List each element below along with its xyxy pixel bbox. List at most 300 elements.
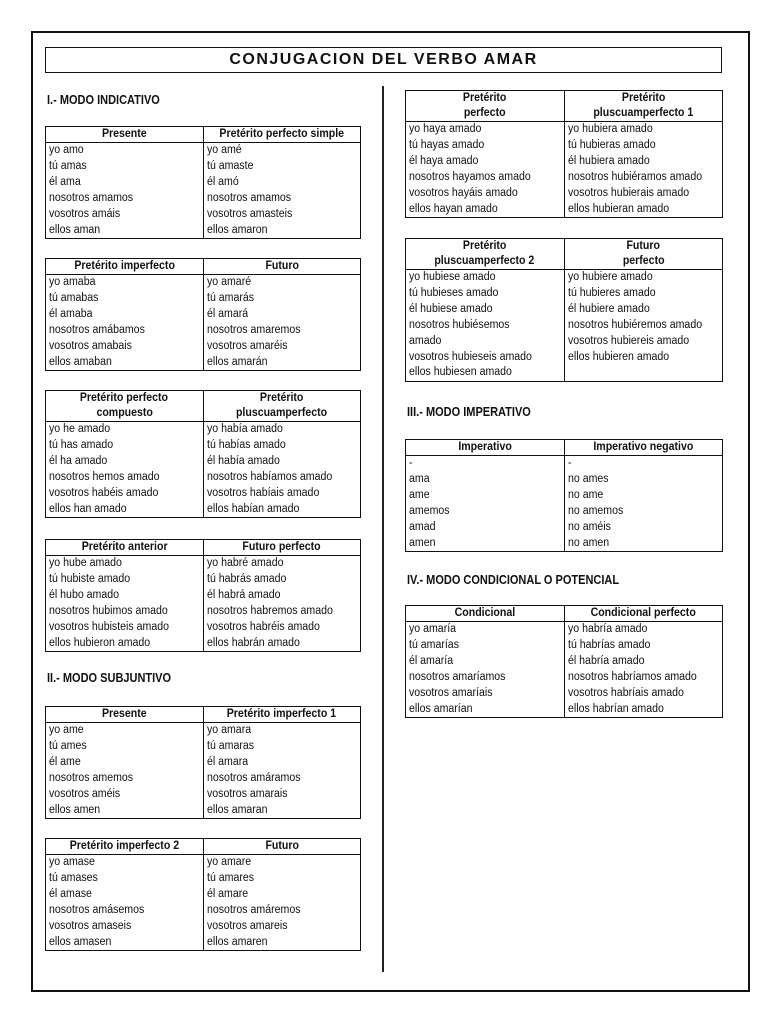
table-cell bbox=[203, 771, 361, 787]
cell-text: yo amare bbox=[206, 856, 251, 868]
cell-text: él amase bbox=[49, 887, 92, 900]
table-row bbox=[406, 122, 723, 138]
table-cell bbox=[406, 670, 565, 686]
table-cell bbox=[564, 520, 723, 536]
cell-text: amen bbox=[409, 536, 436, 549]
table-cell bbox=[203, 620, 361, 636]
cell-text: nosotros habíamos amado bbox=[206, 470, 332, 483]
table-cell bbox=[406, 202, 565, 218]
cell-text: ellos amaron bbox=[206, 223, 268, 236]
table-cell bbox=[564, 365, 723, 381]
table-header-row bbox=[46, 540, 361, 556]
column-header bbox=[46, 259, 204, 275]
cell-text: nosotros amábamos bbox=[49, 323, 145, 336]
column-header bbox=[46, 839, 204, 855]
column-divider bbox=[382, 86, 384, 972]
cell-text: nosotros hubimos amado bbox=[49, 604, 168, 617]
table-row bbox=[46, 486, 361, 502]
table-cell bbox=[203, 454, 361, 470]
cell-text: vosotros amarais bbox=[206, 787, 288, 800]
cell-text: él amó bbox=[206, 175, 239, 188]
cell-text: él ha amado bbox=[49, 454, 108, 467]
column-header-line: Futuro bbox=[626, 240, 660, 252]
table-cell bbox=[406, 536, 565, 552]
cell-text: no ame bbox=[567, 488, 603, 501]
table-header-row bbox=[406, 440, 723, 456]
cell-text: vosotros hubieseis amado bbox=[409, 350, 532, 363]
cell-text: yo amé bbox=[206, 144, 242, 156]
cell-text: amemos bbox=[409, 504, 450, 517]
section-heading-imperativo: III.- MODO IMPERATIVO bbox=[407, 405, 531, 419]
column-header bbox=[564, 91, 723, 122]
cell-text: vosotros habréis amado bbox=[206, 620, 320, 633]
table-cell bbox=[46, 191, 204, 207]
table-cell bbox=[46, 355, 204, 371]
cell-text: yo hube amado bbox=[49, 557, 122, 569]
cell-text: ellos amaran bbox=[206, 803, 268, 816]
column-header bbox=[406, 91, 565, 122]
column-header bbox=[203, 127, 361, 143]
table-row bbox=[406, 170, 723, 186]
table-cell bbox=[203, 223, 361, 239]
cell-text: nosotros amásemos bbox=[49, 903, 145, 916]
cell-text: nosotros habremos amado bbox=[206, 604, 333, 617]
table-cell bbox=[406, 686, 565, 702]
table-cell bbox=[406, 350, 565, 366]
table-cell bbox=[203, 919, 361, 935]
table-row bbox=[46, 803, 361, 819]
cell-text: yo amara bbox=[206, 724, 251, 736]
cell-text: él habrá amado bbox=[206, 588, 281, 601]
cell-text: vosotros amasteis bbox=[206, 207, 292, 220]
table-row bbox=[46, 323, 361, 339]
table-row bbox=[46, 339, 361, 355]
column-header-line: Pretérito perfecto bbox=[80, 392, 169, 404]
cell-text: vosotros habíais amado bbox=[206, 486, 319, 499]
cell-text: tú amarías bbox=[409, 638, 459, 651]
table-cell bbox=[564, 702, 723, 718]
table-cell bbox=[46, 604, 204, 620]
cell-text: tú habías amado bbox=[206, 438, 286, 451]
cell-text: yo amo bbox=[49, 144, 84, 156]
column-header bbox=[46, 127, 204, 143]
table-row bbox=[46, 935, 361, 951]
cell-text: vosotros hubiereis amado bbox=[567, 334, 689, 347]
table-cell bbox=[564, 170, 723, 186]
cell-text: ellos han amado bbox=[49, 502, 127, 515]
cell-text: vosotros habéis amado bbox=[49, 486, 159, 499]
table-cell bbox=[564, 638, 723, 654]
table-cell bbox=[46, 935, 204, 951]
table-row bbox=[406, 350, 723, 366]
cell-text: él amara bbox=[206, 755, 248, 768]
table-cell bbox=[203, 470, 361, 486]
table-row bbox=[406, 654, 723, 670]
cell-text: vosotros habríais amado bbox=[567, 686, 684, 699]
table-condicional bbox=[405, 605, 723, 718]
table-indicativo-imperfecto bbox=[45, 258, 361, 371]
table-row bbox=[46, 723, 361, 739]
table-row bbox=[406, 456, 723, 472]
cell-text: tú hubieses amado bbox=[409, 286, 499, 299]
cell-text: ellos hubieran amado bbox=[567, 202, 669, 215]
cell-text: nosotros amemos bbox=[49, 771, 134, 784]
table-cell bbox=[203, 191, 361, 207]
table-cell bbox=[406, 456, 565, 472]
table-cell bbox=[46, 223, 204, 239]
column-header-label: Pretérito perfecto simple bbox=[219, 128, 345, 140]
column-header bbox=[564, 239, 723, 270]
cell-text: él hubo amado bbox=[49, 588, 120, 601]
cell-text: vosotros hubisteis amado bbox=[49, 620, 169, 633]
table-row bbox=[406, 334, 723, 350]
cell-text: ama bbox=[409, 472, 430, 485]
table-row bbox=[46, 223, 361, 239]
table-row bbox=[406, 670, 723, 686]
cell-text: ellos aman bbox=[49, 223, 101, 236]
table-subjuntivo-pluscuamperfecto bbox=[405, 238, 723, 382]
cell-text: ellos hubieron amado bbox=[49, 636, 151, 649]
cell-text: yo haya amado bbox=[409, 123, 482, 135]
table-row bbox=[46, 620, 361, 636]
cell-text: él hubiera amado bbox=[567, 154, 650, 167]
table-cell bbox=[564, 286, 723, 302]
cell-text: tú hubieres amado bbox=[567, 286, 656, 299]
table-cell bbox=[564, 456, 723, 472]
table-cell bbox=[203, 502, 361, 518]
table-cell bbox=[406, 702, 565, 718]
column-header-label: Pretérito imperfecto 1 bbox=[227, 708, 337, 720]
column-header-line: Pretérito bbox=[462, 92, 507, 104]
table-cell bbox=[203, 723, 361, 739]
table-cell bbox=[564, 318, 723, 334]
cell-text: ellos amaban bbox=[49, 355, 112, 368]
table-cell bbox=[564, 504, 723, 520]
cell-text: nosotros amaríamos bbox=[409, 670, 506, 683]
table-header-row bbox=[406, 239, 723, 270]
table-row bbox=[46, 191, 361, 207]
table-cell bbox=[46, 855, 204, 871]
cell-text: nosotros hemos amado bbox=[49, 470, 160, 483]
cell-text: nosotros habríamos amado bbox=[567, 670, 697, 683]
column-header bbox=[203, 391, 361, 422]
cell-text: él ama bbox=[49, 175, 81, 188]
cell-text: tú habrás amado bbox=[206, 572, 286, 585]
table-cell bbox=[564, 686, 723, 702]
table-cell bbox=[564, 334, 723, 350]
cell-text: nosotros amamos bbox=[49, 191, 134, 204]
table-row bbox=[46, 470, 361, 486]
cell-text: nosotros hubiéramos amado bbox=[567, 170, 702, 183]
cell-text: vosotros hubierais amado bbox=[567, 186, 689, 199]
cell-text: vosotros amaréis bbox=[206, 339, 288, 352]
table-cell bbox=[406, 622, 565, 638]
table-cell bbox=[203, 291, 361, 307]
cell-text: él hubiere amado bbox=[567, 302, 650, 315]
table-cell bbox=[203, 323, 361, 339]
table-row bbox=[46, 636, 361, 652]
cell-text: ellos amaren bbox=[206, 935, 268, 948]
table-cell bbox=[203, 903, 361, 919]
table-row bbox=[46, 771, 361, 787]
column-header-label: Imperativo bbox=[457, 441, 512, 453]
cell-text: yo amase bbox=[49, 856, 95, 868]
cell-text: vosotros amabais bbox=[49, 339, 132, 352]
cell-text: tú amaste bbox=[206, 159, 253, 172]
table-cell bbox=[564, 350, 723, 366]
table-cell bbox=[406, 504, 565, 520]
table-cell bbox=[406, 365, 565, 381]
table-cell bbox=[46, 620, 204, 636]
table-row bbox=[406, 472, 723, 488]
cell-text: yo hubiese amado bbox=[409, 271, 496, 283]
table-cell bbox=[406, 122, 565, 138]
cell-text: yo amaba bbox=[49, 276, 96, 288]
table-row bbox=[46, 291, 361, 307]
table-cell bbox=[406, 654, 565, 670]
table-cell bbox=[46, 871, 204, 887]
table-row bbox=[46, 502, 361, 518]
cell-text: tú habrías amado bbox=[567, 638, 650, 651]
table-header-row bbox=[46, 707, 361, 723]
table-cell bbox=[46, 307, 204, 323]
table-row bbox=[406, 702, 723, 718]
table-subjuntivo-presente bbox=[45, 706, 361, 819]
column-header-label: Presente bbox=[101, 708, 147, 720]
cell-text: tú amases bbox=[49, 871, 98, 884]
table-row bbox=[46, 454, 361, 470]
table-row bbox=[46, 307, 361, 323]
table-header-row bbox=[46, 391, 361, 422]
cell-text: él amará bbox=[206, 307, 248, 320]
cell-text: tú amabas bbox=[49, 291, 99, 304]
table-header-row bbox=[406, 91, 723, 122]
cell-text: él habría amado bbox=[567, 654, 644, 667]
table-cell bbox=[46, 323, 204, 339]
table-row bbox=[406, 520, 723, 536]
table-row bbox=[406, 186, 723, 202]
table-cell bbox=[203, 871, 361, 887]
table-row bbox=[46, 871, 361, 887]
table-cell bbox=[406, 186, 565, 202]
cell-text: ame bbox=[409, 488, 430, 501]
table-cell bbox=[203, 486, 361, 502]
table-cell bbox=[406, 488, 565, 504]
table-cell bbox=[46, 143, 204, 159]
table-row bbox=[46, 739, 361, 755]
table-indicativo-anterior bbox=[45, 539, 361, 652]
table-cell bbox=[203, 604, 361, 620]
table-header-row bbox=[46, 127, 361, 143]
table-cell bbox=[406, 318, 565, 334]
column-header bbox=[406, 239, 565, 270]
table-row bbox=[46, 159, 361, 175]
table-cell bbox=[46, 903, 204, 919]
table-cell bbox=[46, 175, 204, 191]
column-header bbox=[564, 440, 723, 456]
cell-text: él había amado bbox=[206, 454, 280, 467]
table-cell bbox=[406, 472, 565, 488]
table-cell bbox=[564, 472, 723, 488]
page-title-text: CONJUGACION DEL VERBO AMAR bbox=[229, 51, 538, 68]
table-cell bbox=[46, 438, 204, 454]
table-row bbox=[46, 604, 361, 620]
cell-text: vosotros amareis bbox=[206, 919, 288, 932]
cell-text: yo amaría bbox=[409, 623, 457, 635]
table-cell bbox=[203, 855, 361, 871]
table-imperativo bbox=[405, 439, 723, 552]
cell-text: yo había amado bbox=[206, 423, 283, 435]
column-header bbox=[564, 606, 723, 622]
table-row bbox=[46, 887, 361, 903]
cell-text: nosotros hubiésemos bbox=[409, 318, 510, 331]
table-cell bbox=[564, 122, 723, 138]
column-header-label: Presente bbox=[101, 128, 147, 140]
table-cell bbox=[46, 207, 204, 223]
column-header bbox=[406, 606, 565, 622]
table-cell bbox=[406, 154, 565, 170]
cell-text: amad bbox=[409, 520, 436, 533]
table-cell bbox=[564, 488, 723, 504]
cell-text: yo hubiera amado bbox=[567, 123, 653, 135]
table-row bbox=[46, 588, 361, 604]
cell-text: no ames bbox=[567, 472, 609, 485]
table-row bbox=[406, 138, 723, 154]
table-row bbox=[46, 572, 361, 588]
cell-text: tú amares bbox=[206, 871, 254, 884]
cell-text: tú hubieras amado bbox=[567, 138, 656, 151]
cell-text: nosotros amáremos bbox=[206, 903, 300, 916]
cell-text: ellos amasen bbox=[49, 935, 112, 948]
table-cell bbox=[406, 138, 565, 154]
table-subjuntivo-imperfecto-2 bbox=[45, 838, 361, 951]
table-row bbox=[406, 622, 723, 638]
table-cell bbox=[46, 486, 204, 502]
column-header bbox=[203, 707, 361, 723]
table-cell bbox=[203, 175, 361, 191]
table-cell bbox=[203, 143, 361, 159]
table-subjuntivo-perfecto bbox=[405, 90, 723, 218]
cell-text: tú hayas amado bbox=[409, 138, 485, 151]
cell-text: yo he amado bbox=[49, 423, 111, 435]
column-header-label: Pretérito imperfecto 2 bbox=[69, 840, 179, 852]
table-cell bbox=[46, 919, 204, 935]
cell-text: yo habría amado bbox=[567, 623, 647, 635]
column-header-line: compuesto bbox=[96, 407, 153, 419]
table-row bbox=[406, 488, 723, 504]
table-row bbox=[406, 536, 723, 552]
table-cell bbox=[564, 154, 723, 170]
table-row bbox=[406, 504, 723, 520]
column-header-label: Pretérito anterior bbox=[81, 541, 168, 553]
table-indicativo-presente bbox=[45, 126, 361, 239]
table-row bbox=[406, 638, 723, 654]
column-header-line: pluscuamperfecto 2 bbox=[434, 255, 535, 267]
cell-text: nosotros hayamos amado bbox=[409, 170, 531, 183]
table-row bbox=[46, 175, 361, 191]
table-cell bbox=[564, 622, 723, 638]
table-cell bbox=[46, 556, 204, 572]
cell-text: él amare bbox=[206, 887, 248, 900]
table-cell bbox=[564, 654, 723, 670]
table-cell bbox=[203, 572, 361, 588]
column-header bbox=[406, 440, 565, 456]
section-heading-indicativo: I.- MODO INDICATIVO bbox=[47, 93, 160, 107]
table-cell bbox=[203, 556, 361, 572]
table-cell bbox=[46, 502, 204, 518]
column-header bbox=[203, 540, 361, 556]
table-cell bbox=[406, 520, 565, 536]
column-header bbox=[46, 540, 204, 556]
table-cell bbox=[203, 739, 361, 755]
table-cell bbox=[203, 803, 361, 819]
table-row bbox=[46, 275, 361, 291]
table-row bbox=[46, 903, 361, 919]
cell-text: nosotros amamos bbox=[206, 191, 291, 204]
cell-text: vosotros amaríais bbox=[409, 686, 493, 699]
table-header-row bbox=[46, 839, 361, 855]
table-cell bbox=[406, 302, 565, 318]
table-cell bbox=[564, 670, 723, 686]
table-cell bbox=[46, 422, 204, 438]
table-row bbox=[46, 755, 361, 771]
cell-text: nosotros hubiéremos amado bbox=[567, 318, 702, 331]
cell-text: yo ame bbox=[49, 724, 84, 736]
column-header-label: Imperativo negativo bbox=[593, 441, 694, 453]
table-cell bbox=[46, 755, 204, 771]
table-cell bbox=[46, 339, 204, 355]
cell-text: tú amaras bbox=[206, 739, 254, 752]
table-cell bbox=[203, 787, 361, 803]
section-heading-subjuntivo: II.- MODO SUBJUNTIVO bbox=[47, 671, 172, 685]
cell-text: ellos habían amado bbox=[206, 502, 299, 515]
table-cell bbox=[564, 536, 723, 552]
table-cell bbox=[203, 588, 361, 604]
cell-text: vosotros améis bbox=[49, 787, 121, 800]
cell-text: él haya amado bbox=[409, 154, 479, 167]
cell-text: ellos amarían bbox=[409, 702, 473, 715]
cell-text: ellos hubieren amado bbox=[567, 350, 669, 363]
column-header-line: Pretérito bbox=[621, 92, 665, 104]
column-header-line: pluscuamperfecto 1 bbox=[593, 107, 694, 119]
table-cell bbox=[203, 636, 361, 652]
table-cell bbox=[46, 275, 204, 291]
column-header-line: perfecto bbox=[463, 107, 506, 119]
cell-text: ellos amen bbox=[49, 803, 101, 816]
cell-text: - bbox=[409, 457, 413, 469]
table-cell bbox=[203, 755, 361, 771]
table-row bbox=[406, 318, 723, 334]
column-header-line: Pretérito bbox=[462, 240, 507, 252]
table-row bbox=[46, 919, 361, 935]
table-cell bbox=[46, 787, 204, 803]
table-cell bbox=[46, 723, 204, 739]
table-cell bbox=[203, 355, 361, 371]
column-header-label: Futuro bbox=[265, 260, 299, 272]
table-cell bbox=[203, 207, 361, 223]
table-cell bbox=[46, 771, 204, 787]
page-title bbox=[45, 47, 722, 73]
cell-text: no amemos bbox=[567, 504, 623, 517]
column-header-label: Condicional perfecto bbox=[590, 607, 696, 619]
cell-text: vosotros amáis bbox=[49, 207, 121, 220]
table-header-row bbox=[46, 259, 361, 275]
table-row bbox=[406, 270, 723, 286]
cell-text: nosotros amaremos bbox=[206, 323, 300, 336]
table-row bbox=[46, 556, 361, 572]
cell-text: tú amarás bbox=[206, 291, 254, 304]
cell-text: ellos amarán bbox=[206, 355, 268, 368]
